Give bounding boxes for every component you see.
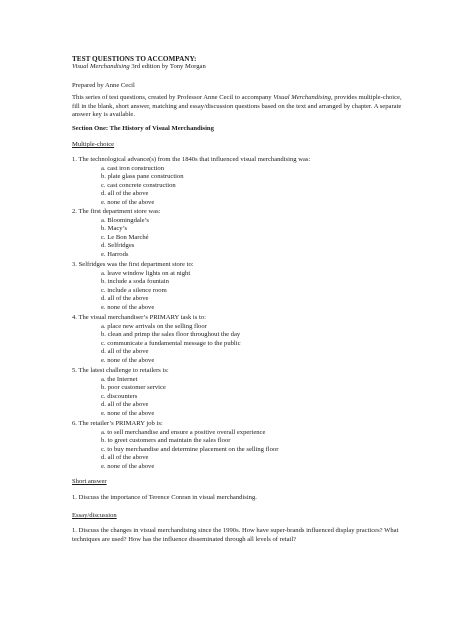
answer-option: e. Harrods (101, 250, 129, 258)
question-item (72, 261, 412, 313)
answer-option: d. all of the above (101, 295, 149, 303)
answer-option: d. Selfridges (101, 242, 135, 250)
book-edition-author: 3rd edition by Tony Morgan (129, 63, 206, 70)
answer-option: a. to sell merchandise and ensure a positive overall experience (101, 428, 266, 436)
short-answer-question: 1. Discuss the importance of Terence Conran in visual merchandising. (72, 494, 257, 501)
answer-option: d. all of the above (101, 190, 149, 198)
intro-text-1: This series of test questions, created by Professor Anne Cecil to accompany (72, 94, 274, 101)
answer-option: a. the Internet (101, 375, 138, 383)
answer-option: c. include a silence room (101, 286, 167, 294)
question-stem: 2. The first department store was: (72, 208, 161, 215)
answer-option: d. all of the above (101, 348, 149, 356)
answer-option: c. cast concrete construction (101, 181, 176, 189)
answer-options (72, 217, 412, 260)
answer-option: b. Macy’s (101, 225, 128, 233)
intro-book-title: Visual Merchandising (273, 94, 331, 101)
answer-option: a. cast iron construction (101, 164, 164, 172)
book-title: Visual Merchandising (72, 63, 130, 70)
question-item (72, 156, 412, 208)
answer-options (72, 376, 412, 419)
prepared-by: Prepared by Anne Cecil (72, 82, 135, 89)
question-stem: 3. Selfridges was the first department store to: (72, 261, 194, 268)
answer-option: b. clean and primp the sales floor throughout the day (101, 331, 241, 339)
answer-option: b. plate glass pane construction (101, 173, 184, 181)
section-title: Section One: The History of Visual Merchandising (72, 125, 214, 132)
answer-options (72, 323, 412, 366)
answer-option: e. none of the above (101, 462, 155, 470)
question-stem: 4. The visual merchandiser’s PRIMARY task is to: (72, 314, 206, 321)
question-item (72, 420, 412, 472)
answer-option: b. poor customer service (101, 384, 166, 392)
essay-question: 1. Discuss the changes in visual merchandising since the 1990s. How have super-brands influenced display practices? What techniques are used? How has the influence disseminated through all levels of retail? (72, 527, 399, 543)
question-stem: 6. The retailer’s PRIMARY job is: (72, 420, 163, 427)
essay-heading: Essay/discussion (72, 512, 117, 519)
question-item (72, 208, 412, 260)
answer-options (72, 429, 412, 472)
intro-paragraph (72, 94, 408, 120)
question-item (72, 314, 412, 366)
document-title: TEST QUESTIONS TO ACCOMPANY: (72, 55, 197, 63)
answer-options (72, 270, 412, 313)
answer-option: a. place new arrivals on the selling floor (101, 322, 207, 330)
answer-option: e. none of the above (101, 303, 155, 311)
answer-options (72, 165, 412, 208)
answer-option: e. none of the above (101, 198, 155, 206)
answer-option: a. Bloomingdale’s (101, 216, 149, 224)
answer-option: e. none of the above (101, 356, 155, 364)
answer-option: c. to buy merchandise and determine placement on the selling floor (101, 445, 279, 453)
document-subtitle (72, 63, 206, 72)
multiple-choice-heading: Multiple-choice (72, 141, 115, 148)
answer-option: b. include a soda fountain (101, 278, 169, 286)
answer-option: d. all of the above (101, 454, 149, 462)
answer-option: a. leave window lights on at night (101, 269, 191, 277)
answer-option: c. discounters (101, 392, 138, 400)
question-stem: 1. The technological advance(s) from the 1840s that influenced visual merchandising was: (72, 156, 311, 163)
short-answer-heading: Short answer (72, 478, 107, 485)
answer-option: c. Le Bon Marché (101, 233, 149, 241)
answer-option: e. none of the above (101, 409, 155, 417)
intro-text-2: , provides multiple-choice, fill in the blank, short answer, matching and essay/discussion questions based on the text and arranged by chapter. A separate answer key is available. (72, 94, 402, 119)
question-stem: 5. The latest challenge to retailers is: (72, 367, 169, 374)
question-item (72, 367, 412, 419)
answer-option: d. all of the above (101, 401, 149, 409)
answer-option: b. to greet customers and maintain the sales floor (101, 437, 231, 445)
answer-option: c. communicate a fundamental message to the public (101, 339, 241, 347)
